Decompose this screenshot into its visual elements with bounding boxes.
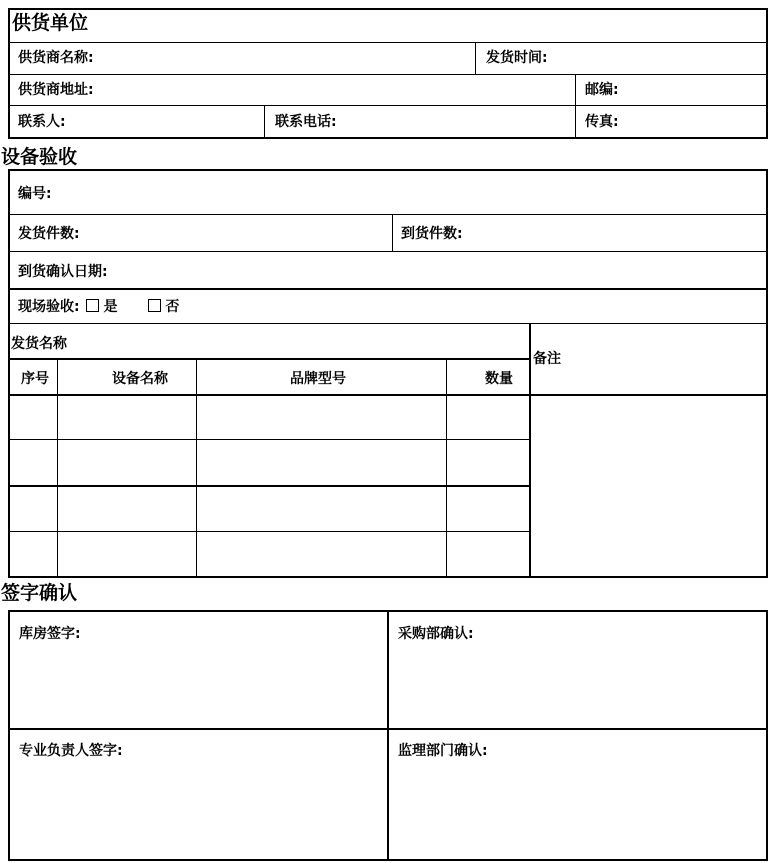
table-row[interactable] xyxy=(9,395,529,439)
supervision-confirm-label: 监理部门确认: xyxy=(398,743,488,759)
warehouse-signature-label: 库房签字: xyxy=(19,626,81,642)
acceptance-section-title: 设备验收 xyxy=(1,146,78,168)
column-brand-model: 品牌型号 xyxy=(290,371,346,387)
column-index: 序号 xyxy=(21,371,49,387)
responsible-signature-area[interactable] xyxy=(10,765,386,859)
column-quantity: 数量 xyxy=(485,371,513,387)
fax-label: 传真: xyxy=(585,114,619,130)
remarks-label: 备注 xyxy=(533,351,561,367)
postcode-label: 邮编: xyxy=(585,82,619,98)
purchasing-signature-area[interactable] xyxy=(390,648,766,726)
supplier-address-label: 供货商地址: xyxy=(18,82,94,98)
number-label: 编号: xyxy=(18,186,52,202)
responsible-signature-label: 专业负责人签字: xyxy=(19,743,123,759)
signature-section-title: 签字确认 xyxy=(1,582,78,604)
warehouse-signature-area[interactable] xyxy=(10,648,386,726)
contact-person-label: 联系人: xyxy=(18,114,66,130)
option-no-label: 否 xyxy=(165,299,180,315)
option-yes[interactable] xyxy=(84,298,117,316)
shipped-quantity-label: 发货件数: xyxy=(18,226,80,242)
arrived-quantity-label: 到货件数: xyxy=(401,226,463,242)
checkbox-yes[interactable] xyxy=(86,299,99,312)
table-row[interactable] xyxy=(9,532,529,576)
ship-time-label: 发货时间: xyxy=(486,50,548,66)
arrival-date-label: 到货确认日期: xyxy=(18,264,108,280)
option-yes-label: 是 xyxy=(103,299,118,315)
column-equipment-name: 设备名称 xyxy=(112,371,168,387)
checkbox-no[interactable] xyxy=(148,299,161,312)
supervision-signature-area[interactable] xyxy=(390,765,766,859)
table-row[interactable] xyxy=(9,440,529,485)
contact-phone-label: 联系电话: xyxy=(275,114,337,130)
onsite-acceptance xyxy=(18,298,179,316)
option-no[interactable] xyxy=(146,298,179,316)
table-row[interactable] xyxy=(9,487,529,531)
purchasing-confirm-label: 采购部确认: xyxy=(398,626,474,642)
shipment-name-label: 发货名称 xyxy=(11,336,67,352)
supplier-name-label: 供货商名称: xyxy=(18,50,94,66)
remarks-field[interactable] xyxy=(531,396,766,576)
supplier-section-title: 供货单位 xyxy=(12,12,89,34)
onsite-acceptance-label: 现场验收: xyxy=(18,299,80,315)
